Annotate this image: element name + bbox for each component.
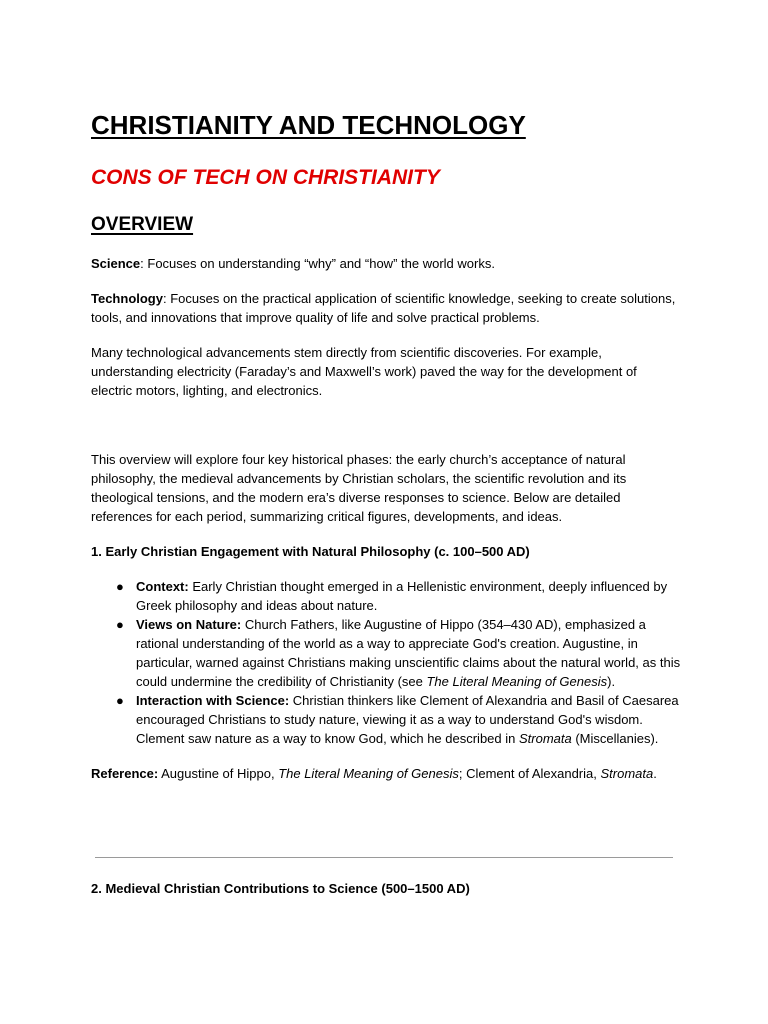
document-content: [91, 108, 681, 799]
blank-line: [91, 416, 681, 450]
document-title: CHRISTIANITY AND TECHNOLOGY: [91, 110, 526, 140]
views-text: Church Fathers, like Augustine of Hippo (354–430 AD), emphasized a rational understanding of the world as a way to appreciate God's creation. Augustine, in particular, warned against Christians making unscientific claims about the natural world, as this could undermine the credibility of Christianity (see: [136, 617, 681, 689]
advancements-paragraph: Many technological advancements stem directly from scientific discoveries. For example, understanding electricity (Faraday’s and Maxwell’s work) paved the way for the development of electric motors, lighting, and electronics.: [91, 345, 637, 398]
views-label: Views on Nature:: [136, 617, 242, 632]
interaction-label: Interaction with Science:: [136, 693, 290, 708]
bullet-icon: ●: [116, 693, 124, 708]
interaction-italic: Stromata: [518, 731, 572, 746]
interaction-text: Christian thinkers like Clement of Alexandria and Basil of Caesarea encouraged Christians to study nature, viewing it as a way to understand God's wisdom. Clement saw nature as a way to know God, which he described in: [136, 693, 679, 746]
views-italic: The Literal Meaning of Genesis: [426, 674, 608, 689]
reference-italic-1: The Literal Meaning of Genesis: [278, 766, 459, 781]
overview-heading: OVERVIEW: [91, 214, 194, 235]
reference-text-2: ; Clement of Alexandria,: [458, 766, 601, 781]
section-1-heading: 1. Early Christian Engagement with Natural Philosophy (c. 100–500 AD): [91, 544, 530, 559]
section-1-bullets: [91, 577, 681, 748]
bullet-icon: ●: [116, 579, 124, 594]
horizontal-divider: [95, 857, 673, 858]
section-2: [91, 879, 681, 914]
views-end: ).: [607, 674, 616, 689]
context-label: Context:: [136, 579, 189, 594]
context-text: Early Christian thought emerged in a Hellenistic environment, deeply influenced by Greek philosophy and ideas about nature.: [136, 579, 668, 613]
interaction-end: (Miscellanies).: [571, 731, 659, 746]
technology-text: : Focuses on the practical application of scientific knowledge, seeking to create solutions, tools, and innovations that improve quality of life and solve practical problems.: [91, 291, 676, 325]
reference-italic-2: Stromata: [600, 766, 654, 781]
science-label: Science: [91, 256, 141, 271]
reference-paragraph: [91, 764, 681, 783]
reference-label: Reference:: [91, 766, 159, 781]
reference-end: .: [653, 766, 657, 781]
bullet-views-on-nature: [116, 615, 681, 691]
document-subtitle: CONS OF TECH ON CHRISTIANITY: [91, 166, 440, 189]
bullet-interaction-with-science: [116, 691, 681, 748]
bullet-context: [116, 577, 681, 615]
science-paragraph: [91, 254, 681, 273]
technology-label: Technology: [91, 291, 163, 306]
reference-text-1: Augustine of Hippo,: [158, 766, 279, 781]
bullet-icon: ●: [116, 617, 124, 632]
technology-paragraph: [91, 289, 681, 327]
overview-paragraph: This overview will explore four key historical phases: the early church’s acceptance of natural philosophy, the medieval advancements by Christian scholars, the scientific revolution and its theological tensions, and the modern era’s diverse responses to science. Below are detailed references for each period, summarizing critical figures, developments, and ideas.: [91, 452, 627, 524]
section-2-heading: 2. Medieval Christian Contributions to Science (500–1500 AD): [91, 881, 470, 896]
science-text: : Focuses on understanding “why” and “how” the world works.: [140, 256, 495, 271]
